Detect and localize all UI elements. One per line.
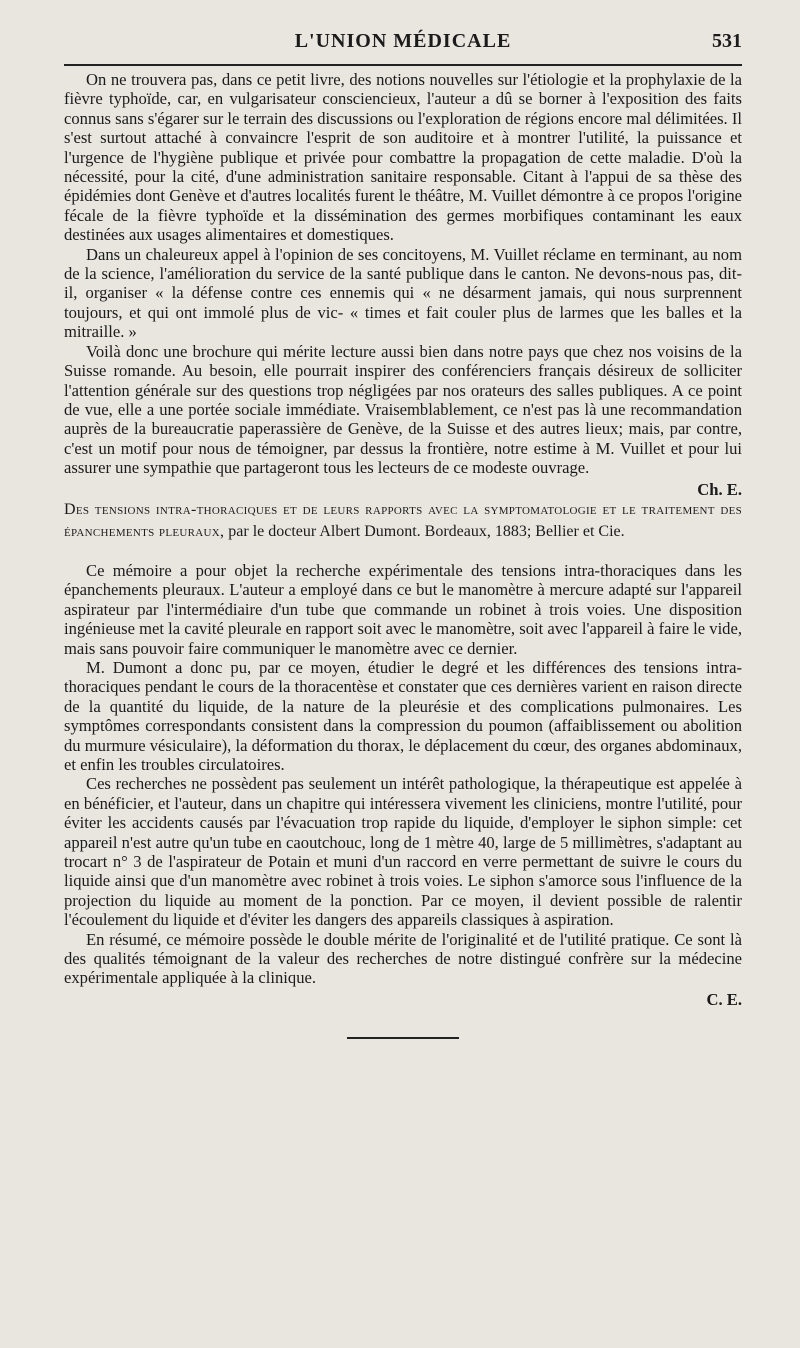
paragraph-summary: En résumé, ce mémoire possède le double mérite de l'originalité et de l'utilité pratique. Ce sont là des qualités témoignant de la valeur des recherches de notre distingué confrère sur la médecine expérimentale appliquée à la clinique.	[64, 929, 742, 988]
paragraph-intro: On ne trouvera pas, dans ce petit livre, des notions nouvelles sur l'étiologie et la prophylaxie de la fièvre typhoïde, car, en vulgarisateur consciencieux, l'auteur a dû se borner à l'exposition des faits connus sans s'égarer sur le terrain des discussions ou l'exploration de régions encore mal délimitées. Il s'est surtout attaché à convaincre l'esprit de son auditoire et à montrer l'utilité, la puissance et l'urgence de l'hygiène publique et privée pour combattre la propagation de cette maladie. D'où la nécessité, pour la cité, d'une administration sanitaire responsable. Citant à l'appui de sa thèse des épidémies dont Genève et d'autres localités furent le théâtre, M. Vuillet démontre à ce propos l'origine fécale de la fièvre typhoïde et la dissémination des germes morbifiques contaminant les eaux destinées aux usages alimentaires et domestiques.	[64, 70, 742, 245]
spacer	[64, 543, 742, 561]
signature-ch-e: Ch. E.	[697, 479, 742, 499]
header-rule	[64, 64, 742, 66]
page-number: 531	[712, 30, 742, 52]
review-title: Des tensions intra-thoraciques et de leurs rapports avec la symptomatologie et le traitement des épanchements pleuraux,	[64, 500, 742, 540]
paragraph-conclusion: Voilà donc une brochure qui mérite lecture aussi bien dans notre pays que chez nos voisins de la Suisse romande. Au besoin, elle pourrait inspirer des conférenciers français désireux de solliciter l'attention générale sur des questions trop négligées par nos orateurs des salles publiques. A ce point de vue, elle a une portée sociale immédiate. Vraisemblablement, ce n'est pas là une recommandation auprès de la bureaucratie paperassière de Genève, de la Suisse et des autres lieux; mais, par contre, c'est un motif pour nous de témoigner, par dessus la frontière, notre estime à M. Vuillet et pour lui assurer une sympathie que partageront tous les lecteurs de ce modeste ouvrage.	[64, 341, 742, 478]
signature-c-e: C. E.	[706, 989, 742, 1009]
paragraph-memoir-object: Ce mémoire a pour objet la recherche expérimentale des tensions intra-thoraciques dans les épanchements pleuraux. L'auteur a employé dans ce but le manomètre à mercure adapté sur l'appareil aspirateur par l'intermédiaire d'un tube que commande un robinet à trois voies. Une disposition ingénieuse met la cavité pleurale en rapport soit avec le manomètre, soit avec l'appareil à faire le vide, mais sans pouvoir faire communiquer le manomètre avec ce dernier.	[64, 560, 742, 658]
running-head	[64, 30, 742, 60]
review-author: par le docteur Albert Dumont.	[228, 522, 421, 540]
article-body	[64, 70, 742, 1039]
journal-title: L'UNION MÉDICALE	[294, 30, 512, 52]
paragraph-siphon: Ces recherches ne possèdent pas seulement un intérêt pathologique, la thérapeutique est appelée à en bénéficier, et l'auteur, dans un chapitre qui intéressera vivement les cliniciens, montre l'utilité, pour éviter les accidents causés par l'évacuation trop rapide du liquide, d'employer le siphon simple: cet appareil n'est autre qu'un tube en caoutchouc, long de 1 mètre 40, large de 5 millimètres, s'adaptant au trocart n° 3 de l'aspirateur de Potain et muni d'un raccord en verre permettant de suivre le cours du liquide ainsi que d'un manomètre avec robinet à trois voies. Le siphon s'amorce sous l'influence de la projection du liquide au moment de la ponction. Par ce moyen, il devient possible de ralentir l'écoulement du liquide et d'éviter les dangers des appareils classiques à aspiration.	[64, 774, 742, 930]
review-publication: Bordeaux, 1883; Bellier et Cie.	[424, 522, 625, 540]
review-heading	[64, 499, 742, 543]
paragraph-dumont-method: M. Dumont a donc pu, par ce moyen, étudier le degré et les différences des tensions intra-thoraciques pendant le cours de la thoracentèse et constater que ces dernières varient en raison directe de la quantité du liquide, de la nature de la pleurésie et des complications pulmonaires. Les symptômes correspondants consistent dans la compression du poumon (affaiblissement ou abolition du murmure vésiculaire), la déformation du thorax, le déplacement du cœur, des organes abdominaux, et enfin les troubles circulatoires.	[64, 657, 742, 774]
paragraph-appeal: Dans un chaleureux appel à l'opinion de ses concitoyens, M. Vuillet réclame en terminant, au nom de la science, l'amélioration du service de la santé publique dans le canton. Ne devons-nous pas, dit-il, organiser « la défense contre ces ennemis qui « ne désarment jamais, qui nous surprennent toujours, et qui ont immolé plus de vic- « times et fait couler plus de larmes que les balles et la mitraille. »	[64, 244, 742, 342]
end-rule	[347, 1037, 459, 1039]
